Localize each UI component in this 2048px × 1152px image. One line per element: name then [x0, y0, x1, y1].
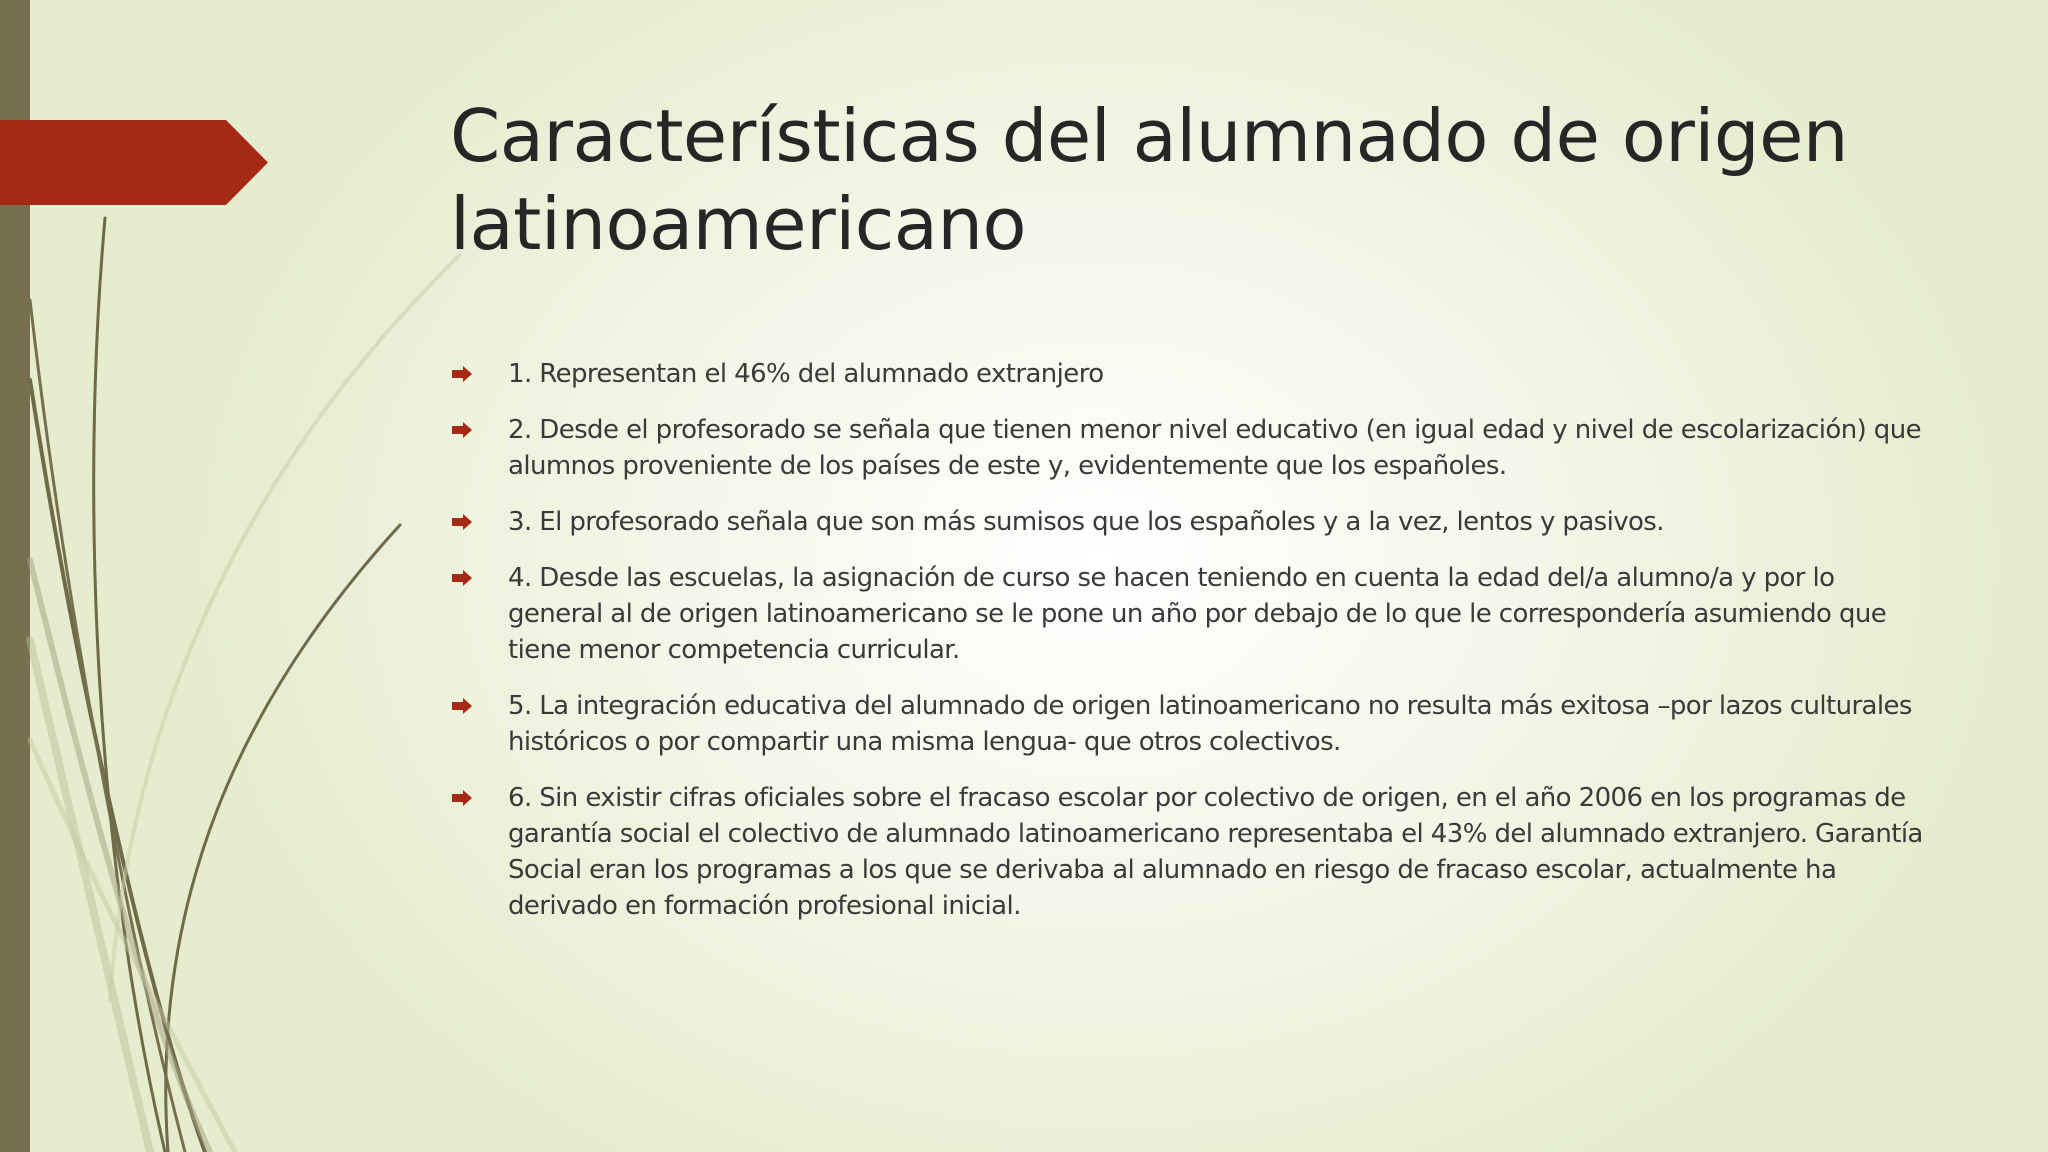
arrow-right-icon: [452, 422, 472, 438]
bullet-text: 4. Desde las escuelas, la asignación de curso se hacen teniendo en cuenta la edad del/a alumno/a y por lo general al de origen latinoamericano se le pone un año por debajo de lo que le correspondería asumiendo que tiene menor competencia curricular.: [508, 563, 1887, 665]
bullet-text: 5. La integración educativa del alumnado de origen latinoamericano no resulta más exitosa –por lazos culturales históricos o por compartir una misma lengua- que otros colectivos.: [508, 691, 1912, 757]
bullet-text: 2. Desde el profesorado se señala que tienen menor nivel educativo (en igual edad y nivel de escolarización) que alumnos proveniente de los países de este y, evidentemente que los españoles.: [508, 415, 1921, 481]
arrow-right-icon: [452, 790, 472, 806]
bullet-item: [450, 780, 1930, 924]
bullet-text: 1. Representan el 46% del alumnado extranjero: [508, 359, 1104, 389]
title-arrow-shape: [0, 120, 268, 205]
bullet-list: [450, 356, 1930, 944]
arrow-right-icon: [452, 698, 472, 714]
bullet-text: 6. Sin existir cifras oficiales sobre el fracaso escolar por colectivo de origen, en el año 2006 en los programas de garantía social el colectivo de alumnado latinoamericano representaba el 43% del alumnado extranjero. Garantía Social eran los programas a los que se derivaba al alumnado en riesgo de fracaso escolar, actualmente ha derivado en formación profesional inicial.: [508, 783, 1923, 921]
arrow-right-icon: [452, 366, 472, 382]
bullet-item: [450, 688, 1930, 760]
arrow-right-icon: [452, 514, 472, 530]
bullet-item: [450, 412, 1930, 484]
bullet-text: 3. El profesorado señala que son más sumisos que los españoles y a la vez, lentos y pasivos.: [508, 507, 1664, 537]
bullet-item: [450, 504, 1930, 540]
slide-title: Características del alumnado de origen latinoamericano: [450, 94, 1849, 266]
bullet-item: [450, 356, 1930, 392]
arrow-right-icon: [452, 570, 472, 586]
bullet-item: [450, 560, 1930, 668]
